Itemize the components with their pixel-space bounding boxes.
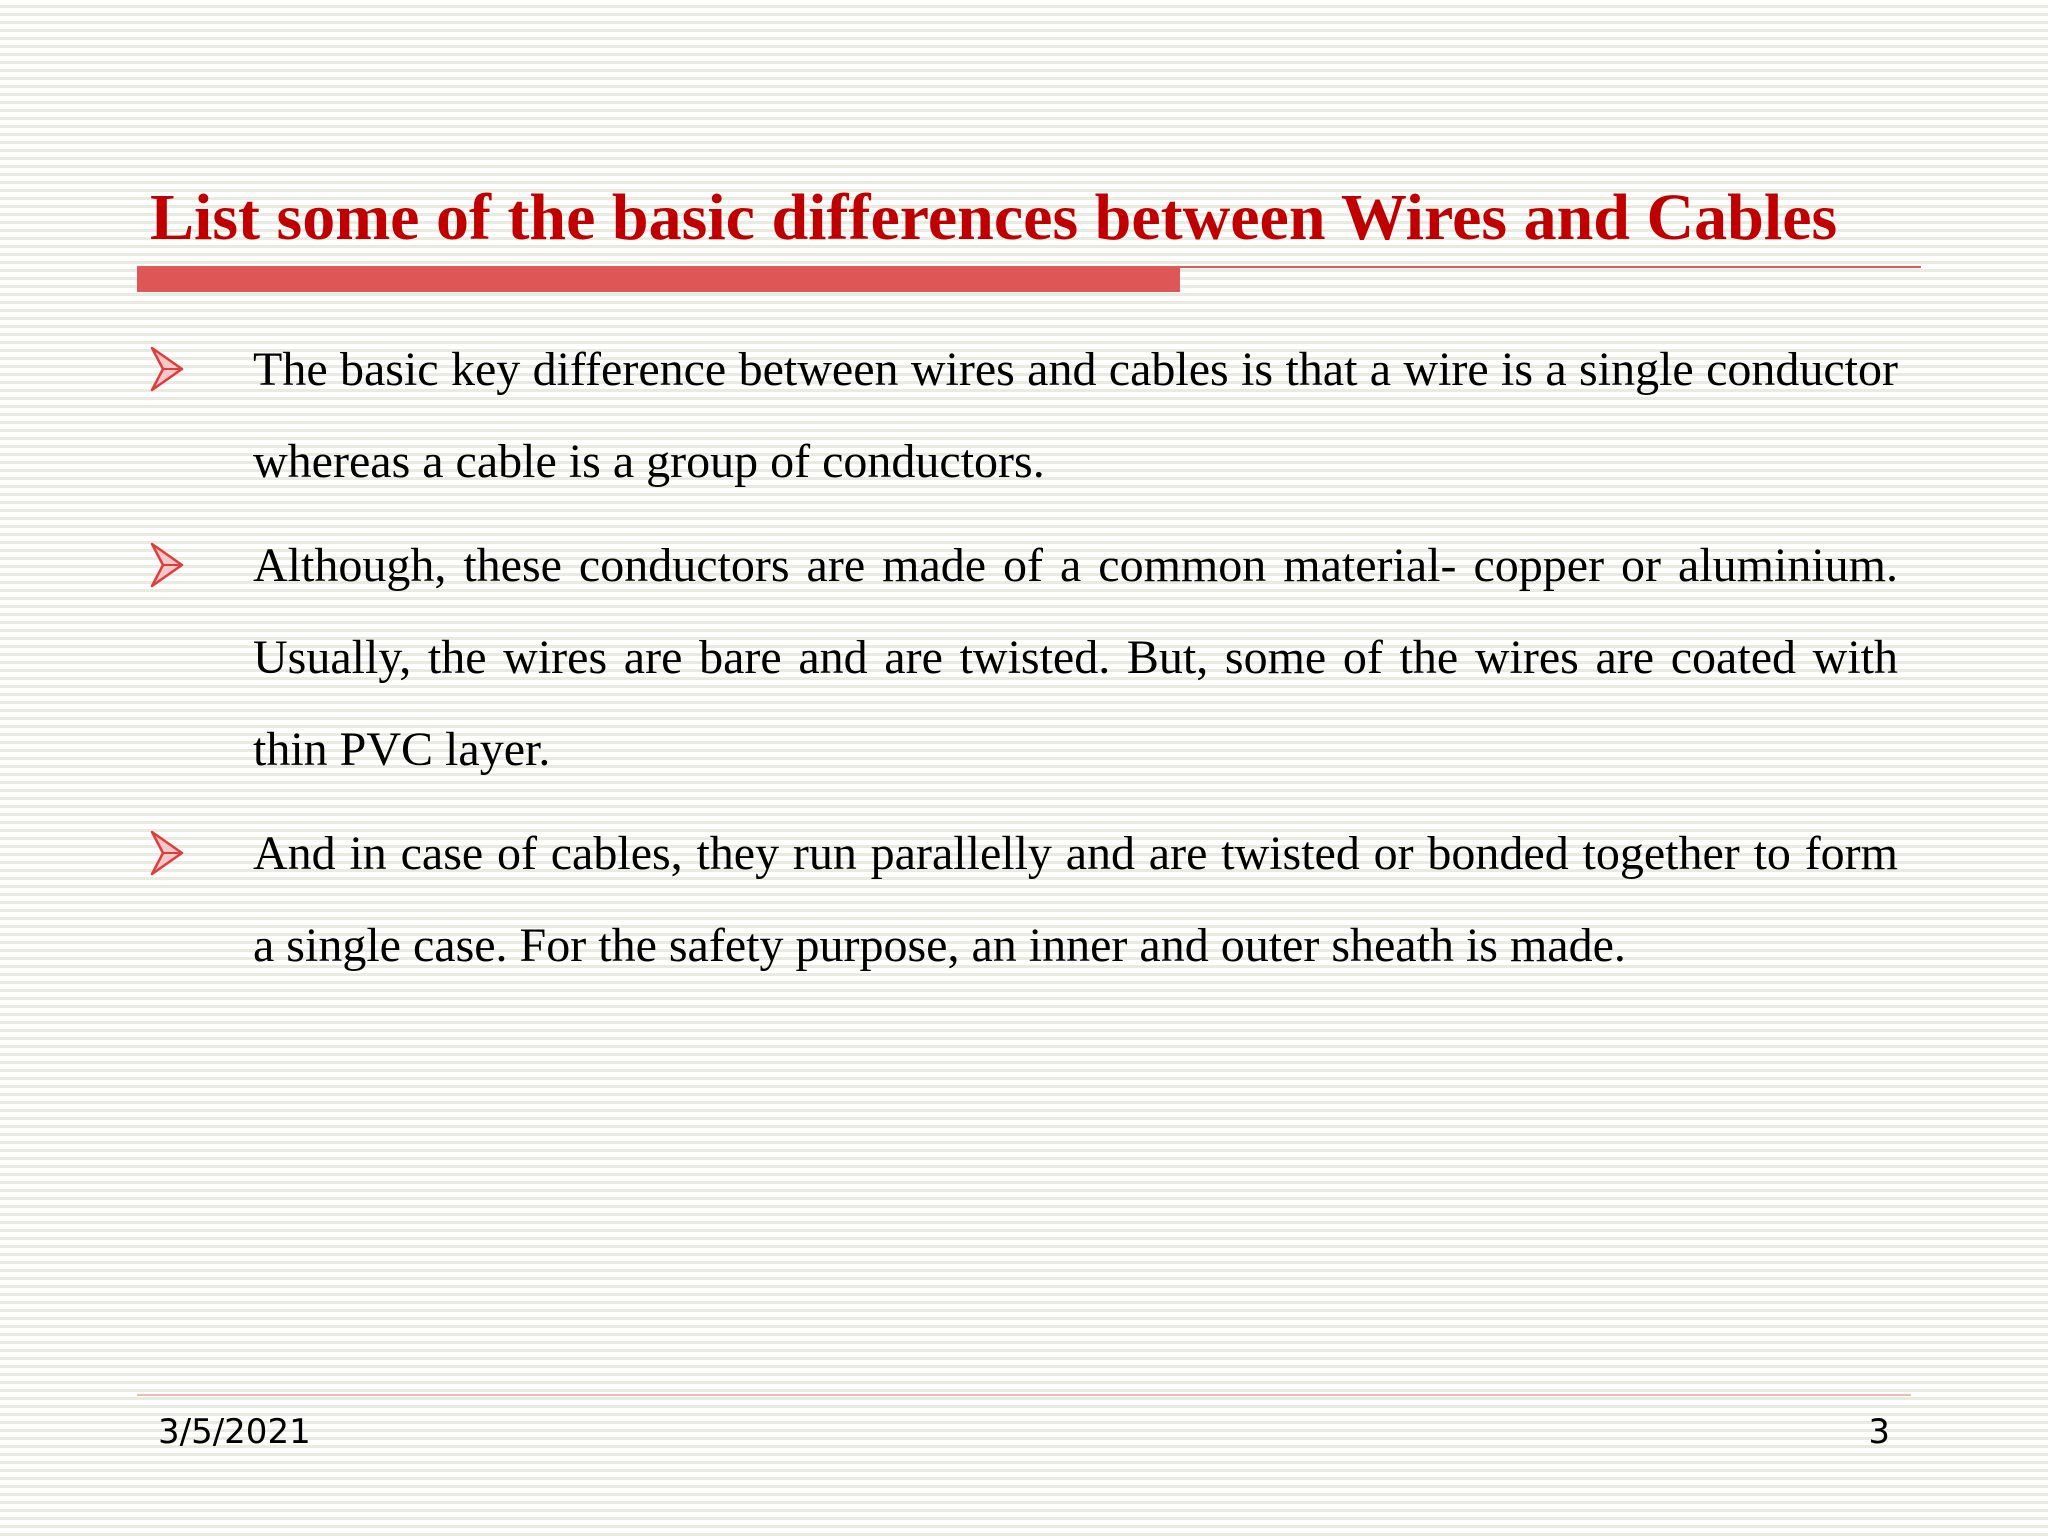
bullet-text: And in case of cables, they run parallelly and are twisted or bonded together to form a single case. For the safety purpose, an inner and outer sheath is made. xyxy=(253,827,1898,972)
slide-title: List some of the basic differences between Wires and Cables xyxy=(150,181,1838,254)
title-underline-bar xyxy=(137,268,1180,292)
slide-number: 3 xyxy=(1868,1412,1890,1452)
bullet-text: The basic key difference between wires and cables is that a wire is a single conductor whereas a cable is a group of conductors. xyxy=(253,343,1898,488)
footer-date: 3/5/2021 xyxy=(158,1412,311,1452)
bullet-list xyxy=(150,324,1898,1004)
bullet-text: Although, these conductors are made of a common material- copper or aluminium. Usually, the wires are bare and are twisted. But, some of the wires are coated with thin PVC layer. xyxy=(253,539,1898,776)
bullet-item xyxy=(150,808,1898,992)
bullet-item xyxy=(150,324,1898,508)
bullet-item xyxy=(150,520,1898,796)
arrowhead-bullet-icon xyxy=(150,344,184,394)
arrowhead-bullet-icon xyxy=(150,828,184,878)
footer-divider xyxy=(137,1394,1911,1396)
arrowhead-bullet-icon xyxy=(150,540,184,590)
